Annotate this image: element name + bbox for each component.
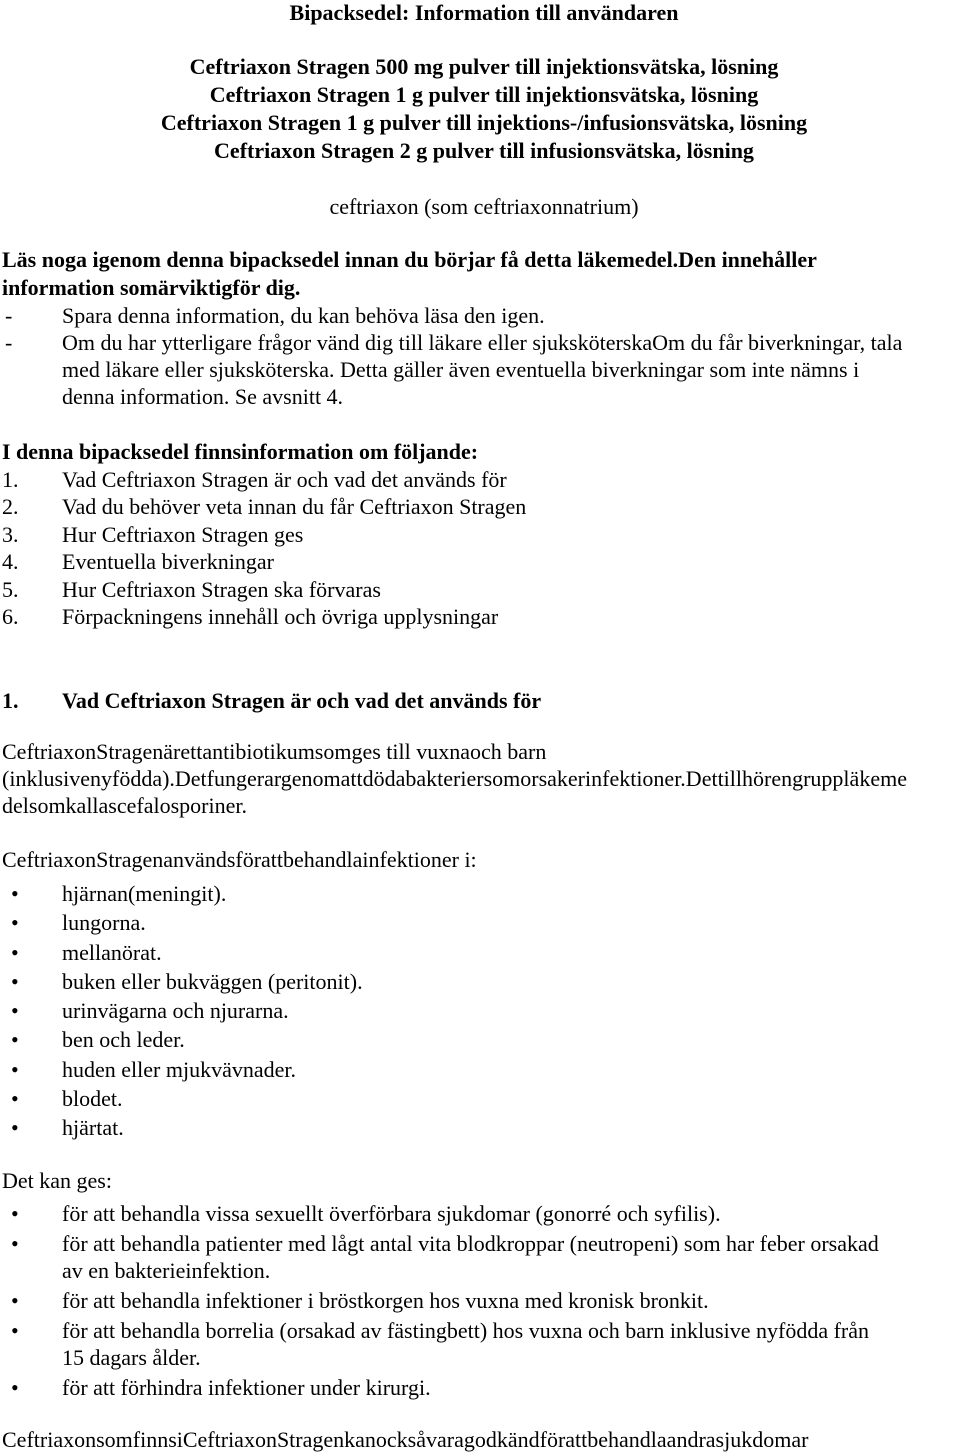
- list-item: [2, 1084, 958, 1113]
- list-item-text: för att behandla infektioner i bröstkorgen hos vuxna med kronisk bronkit.: [62, 1288, 709, 1313]
- bullet-icon: •: [11, 968, 19, 994]
- active-substance: ceftriaxon (som ceftriaxonnatrium): [329, 194, 639, 219]
- notice-line: information somärviktigför dig.: [2, 275, 301, 300]
- item-text: Hur Ceftriaxon Stragen ska förvaras: [62, 576, 381, 602]
- advice-line: Om du har ytterligare frågor vänd dig till läkare eller sjuksköterskaOm du får biverkningar, tala: [62, 330, 903, 355]
- list-item: [2, 879, 958, 908]
- item-text: Vad du behöver veta innan du får Ceftriaxon Stragen: [62, 494, 527, 519]
- document-title: Bipacksedel: Information till användaren: [289, 0, 679, 25]
- contents-heading: I denna bipacksedel finnsinformation om följande:: [2, 439, 479, 464]
- paragraph-line: (inklusivenyfödda).Detfungerargenomattdödabakteriersomorsakerinfektioner.Dettillhörengruppläkeme: [2, 766, 907, 791]
- contents-item: [2, 548, 958, 576]
- item-number: 4.: [2, 549, 19, 574]
- indications-list: [0, 879, 960, 1142]
- list-item: [2, 1287, 958, 1314]
- contents-item: [2, 493, 958, 521]
- indications-intro: CeftriaxonStragenanvändsförattbehandlainfektioner i:: [2, 847, 477, 872]
- product-name: Ceftriaxon Stragen 1 g pulver till injektions-/infusionsvätska, lösning: [160, 110, 808, 135]
- list-item-text: för att behandla vissa sexuellt överförbara sjukdomar (gonorré och syfilis).: [62, 1201, 721, 1226]
- list-item-text: buken eller bukväggen (peritonit).: [62, 968, 363, 994]
- list-item: [2, 1200, 958, 1227]
- paragraph-line: delsomkallascefalosporiner.: [2, 793, 247, 818]
- list-item-text: 15 dagars ålder.: [62, 1345, 201, 1370]
- leaflet-header: [0, 0, 960, 26]
- list-item-text: lungorna.: [62, 910, 146, 936]
- list-item: [2, 1025, 958, 1054]
- section-number: 1.: [2, 688, 19, 713]
- list-item: [2, 1230, 958, 1284]
- contents-item: [2, 576, 958, 604]
- list-item-text: blodet.: [62, 1085, 123, 1111]
- section-title: Vad Ceftriaxon Stragen är och vad det används för: [62, 688, 542, 713]
- list-item: [2, 1113, 958, 1142]
- product-name: Ceftriaxon Stragen 1 g pulver till injektionsvätska, lösning: [209, 82, 759, 107]
- section-1-description: [0, 738, 960, 819]
- list-item-text: mellanörat.: [62, 939, 162, 965]
- advice-list: [0, 302, 960, 410]
- list-item: [2, 1317, 958, 1371]
- bullet-icon: •: [11, 1027, 19, 1053]
- advice-item: [2, 329, 958, 410]
- other-uses-list: [0, 1200, 960, 1401]
- list-item-text: hjärtat.: [62, 1115, 124, 1140]
- list-item-text: för att behandla borrelia (orsakad av fästingbett) hos vuxna och barn inklusive nyfödda från: [62, 1318, 870, 1343]
- list-item-text: för att behandla patienter med lågt antal vita blodkroppar (neutropeni) som har feber orsakad: [62, 1231, 879, 1256]
- advice-line: denna information. Se avsnitt 4.: [62, 384, 344, 409]
- advice-line: med läkare eller sjuksköterska. Detta gäller även eventuella biverkningar som inte nämns i: [62, 357, 860, 382]
- list-item-text: av en bakterieinfektion.: [62, 1258, 271, 1283]
- dash-marker: -: [5, 330, 13, 355]
- advice-item: [2, 302, 958, 329]
- item-text: Vad Ceftriaxon Stragen är och vad det används för: [62, 466, 507, 492]
- product-name: Ceftriaxon Stragen 500 mg pulver till injektionsvätska, lösning: [189, 54, 779, 79]
- list-item-text: för att förhindra infektioner under kirurgi.: [62, 1375, 431, 1400]
- read-carefully-notice: [0, 246, 960, 302]
- item-number: 3.: [2, 521, 19, 547]
- bullet-icon: •: [11, 881, 19, 906]
- item-text: Hur Ceftriaxon Stragen ges: [62, 521, 304, 547]
- bullet-icon: •: [11, 998, 19, 1023]
- bullet-icon: •: [11, 1115, 19, 1140]
- item-number: 6.: [2, 604, 19, 629]
- list-item: [2, 1374, 958, 1401]
- bullet-icon: •: [11, 1085, 19, 1111]
- product-name: Ceftriaxon Stragen 2 g pulver till infusionsvätska, lösning: [214, 138, 754, 163]
- list-item-text: urinvägarna och njurarna.: [62, 998, 289, 1023]
- advice-line: Spara denna information, du kan behöva läsa den igen.: [62, 303, 545, 328]
- item-number: 5.: [2, 576, 19, 602]
- contents-item: [2, 603, 958, 631]
- list-item: [2, 938, 958, 967]
- bullet-icon: •: [11, 1288, 19, 1313]
- section-heading: [2, 687, 958, 715]
- bullet-icon: •: [11, 1231, 19, 1256]
- list-item-text: huden eller mjukvävnader.: [62, 1056, 296, 1082]
- bullet-icon: •: [11, 1318, 19, 1343]
- dash-marker: -: [5, 303, 13, 328]
- paragraph-line: CeftriaxonStragenärettantibiotikumsomges till vuxnaoch barn: [2, 739, 547, 764]
- item-number: 2.: [2, 494, 19, 519]
- other-uses-intro: Det kan ges:: [2, 1168, 112, 1193]
- list-item: [2, 908, 958, 937]
- indications-intro-block: [0, 846, 960, 874]
- list-item: [2, 967, 958, 996]
- list-item: [2, 1055, 958, 1084]
- contents-item: [2, 466, 958, 494]
- bullet-icon: •: [11, 910, 19, 936]
- section-1-heading: [0, 687, 960, 715]
- product-names: [0, 53, 960, 165]
- other-uses-intro-block: [0, 1167, 960, 1195]
- contents-list: [0, 438, 960, 631]
- item-number: 1.: [2, 466, 19, 492]
- bullet-icon: •: [11, 939, 19, 965]
- item-text: Eventuella biverkningar: [62, 549, 274, 574]
- list-item-text: hjärnan(meningit).: [62, 881, 227, 906]
- list-item-text: ben och leder.: [62, 1027, 185, 1053]
- notice-line: Läs noga igenom denna bipacksedel innan du börjar få detta läkemedel.Den innehåller: [2, 247, 817, 272]
- closing-line: CeftriaxonsomfinnsiCeftriaxonStragenkanocksåvaragodkändförattbehandlaandrasjukdomar: [2, 1427, 809, 1452]
- contents-item: [2, 521, 958, 549]
- bullet-icon: •: [11, 1056, 19, 1082]
- closing-block: [0, 1428, 960, 1452]
- bullet-icon: •: [11, 1375, 19, 1400]
- list-item: [2, 996, 958, 1025]
- item-text: Förpackningens innehåll och övriga upplysningar: [62, 604, 499, 629]
- bullet-icon: •: [11, 1201, 19, 1226]
- active-substance-block: [0, 193, 960, 221]
